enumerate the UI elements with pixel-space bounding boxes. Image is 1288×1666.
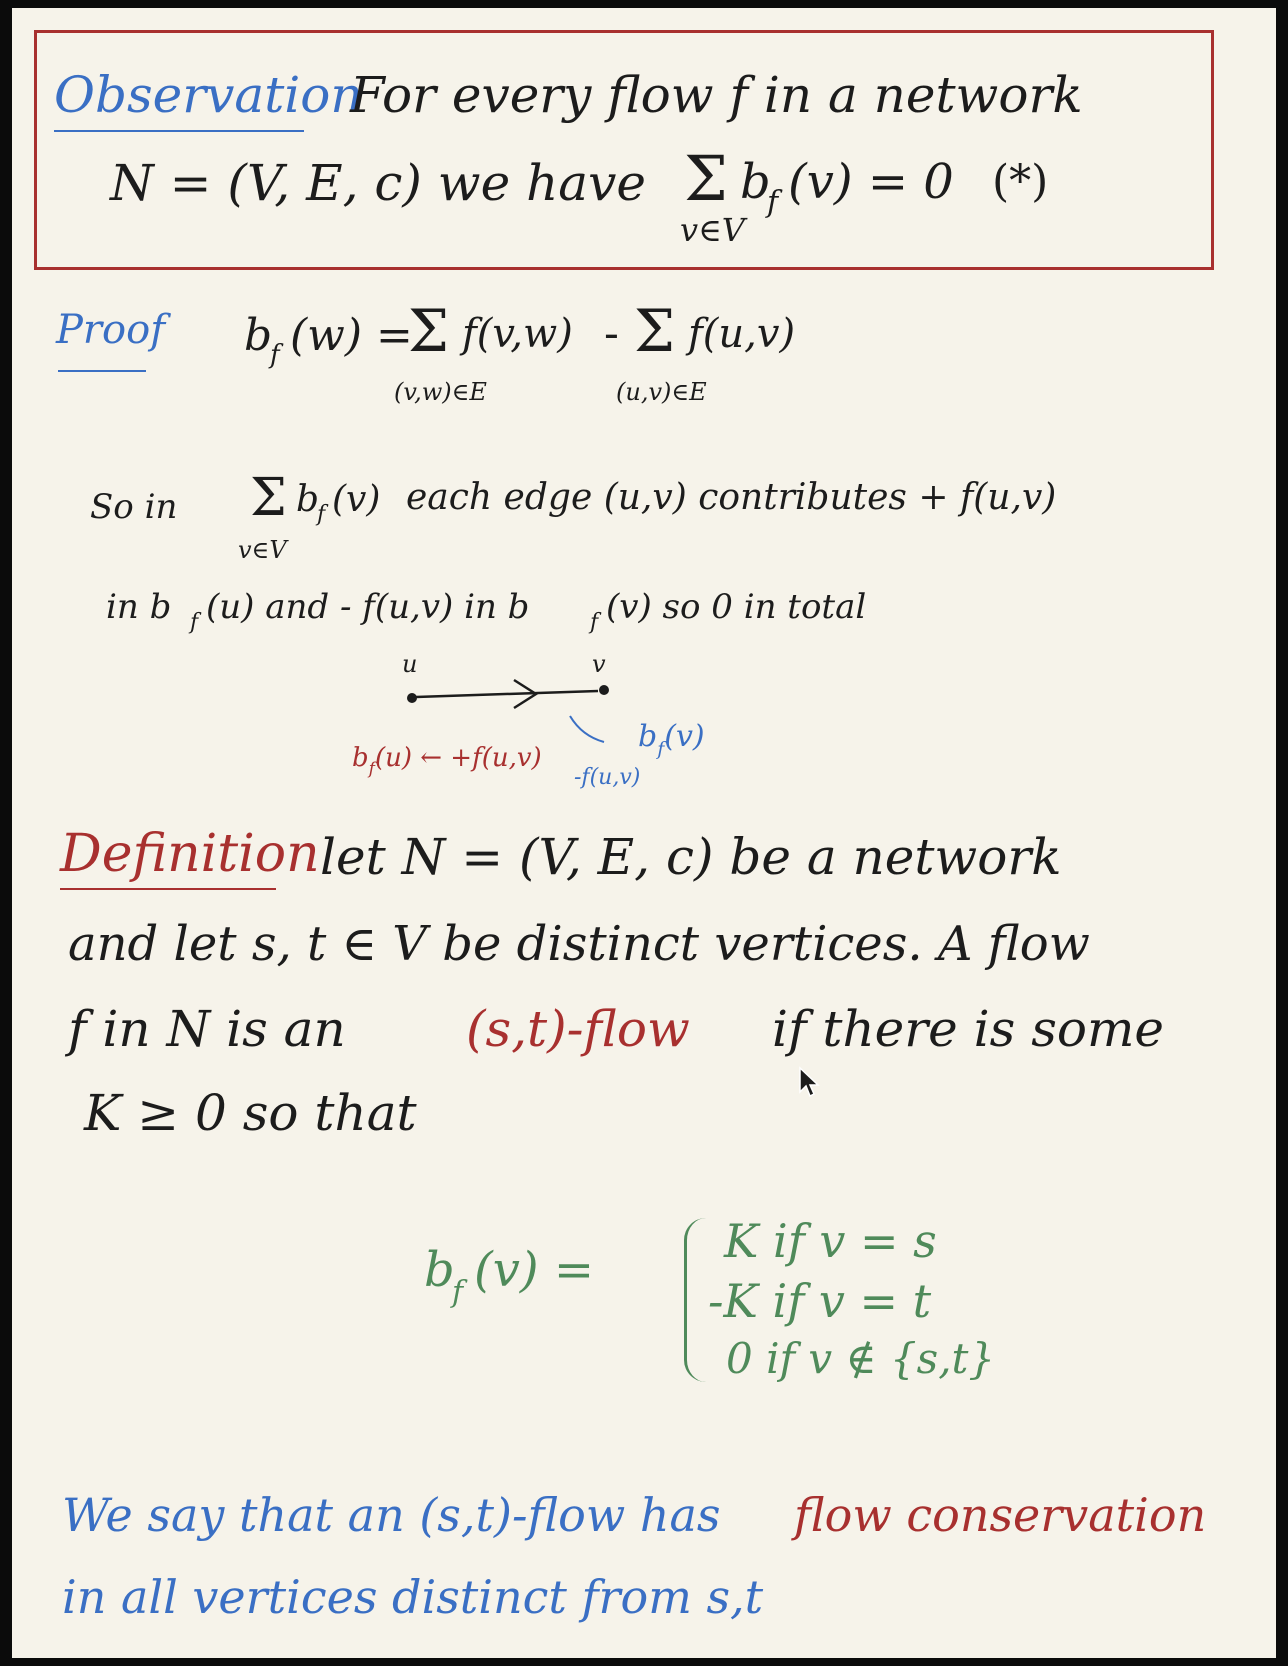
node-v-label: v [592,650,606,678]
cases-lhs-arg: (v) = [474,1242,595,1298]
definition-line2: and let s, t ∈ V be distinct vertices. A flow [68,916,1090,972]
diagram-red-sub: f [368,759,375,779]
proof-lhs-arg: (w) = [290,310,413,361]
definition-line3-b: if there is some [772,1000,1164,1058]
proof-sum2-symbol: Σ [634,297,676,365]
proof-minus: - [604,308,619,359]
edge-diagram [342,648,782,818]
case-2: -K if v = t [708,1274,932,1328]
node-v [599,685,609,695]
proof-line1-sum-symbol: Σ [250,468,287,528]
proof-lhs-sub: f [270,340,280,370]
observation-line1: For every flow f in a network [350,66,1083,124]
proof-sum1: f(v,w) [462,311,573,357]
proof-line2-sub2: f [590,610,599,635]
cases-lhs: b [424,1242,455,1298]
proof-line1-sum: b [296,479,320,520]
definition-line3-a: f in N is an [68,1000,346,1058]
proof-line1-sum-sub: f [317,502,326,527]
diagram-blue-label [638,719,705,760]
conclusion-flow-conservation: flow conservation [794,1488,1207,1542]
diagram-blue-arg: (v) [664,719,705,754]
diagram-blue-b: b [638,719,658,754]
proof-line1-start: So in [90,487,178,527]
proof-heading: Proof [56,307,166,353]
edge-uv [416,691,598,697]
observation-sum-sub: f [767,185,779,220]
proof-lhs: b [244,310,273,361]
definition-st-flow: (s,t)-flow [466,1000,690,1058]
observation-heading: Observation [54,66,363,124]
cases-lhs-sub: f [452,1275,464,1310]
observation-sum-symbol: Σ [684,142,728,215]
definition-line4: K ≥ 0 so that [84,1084,417,1142]
diagram-red-arg: (u) ← +f(u,v) [374,743,542,773]
case-1: K if v = s [724,1214,937,1268]
diagram-red-label [352,743,542,779]
observation-sum-term: b [740,154,771,210]
observation-sum-under: v∈V [680,211,745,249]
observation-underline [54,130,304,132]
case-3: 0 if v ∉ {s,t} [726,1334,996,1383]
node-u [407,693,417,703]
proof-line1-under: v∈V [238,536,287,564]
diagram-red-b: b [352,743,369,773]
observation-sum-arg: (v) = 0 [788,154,954,210]
diagram-blue-curve [570,716,604,742]
proof-sum1-symbol: Σ [408,297,450,365]
definition-underline [60,888,276,890]
proof-line2-a: in b [106,587,172,627]
proof-sum2: f(u,v) [688,311,796,357]
proof-line2-c: (v) so 0 in total [606,587,867,627]
observation-line2: N = (V, E, c) we have [110,154,646,212]
note-page [12,8,1276,1658]
conclusion-line2: in all vertices distinct from s,t [62,1570,764,1624]
proof-sum2-under: (u,v)∈E [616,378,707,406]
proof-line1-rest: each edge (u,v) contributes + f(u,v) [406,477,1057,518]
proof-line2-b: (u) and - f(u,v) in b [206,587,530,627]
proof-underline [58,370,146,372]
node-u-label: u [402,650,418,678]
diagram-blue-bottom: -f(u,v) [574,765,641,790]
observation-star: (*) [992,156,1049,207]
proof-line2-sub1: f [190,610,199,635]
mouse-cursor-icon [798,1066,820,1098]
definition-line1: let N = (V, E, c) be a network [320,828,1062,886]
proof-line1-sum-arg: (v) [332,479,381,520]
definition-heading: Definition [60,824,320,884]
proof-sum1-under: (v,w)∈E [394,378,487,406]
conclusion-line1-a: We say that an (s,t)-flow has [62,1488,721,1542]
diagram-blue-sub: f [657,738,665,760]
